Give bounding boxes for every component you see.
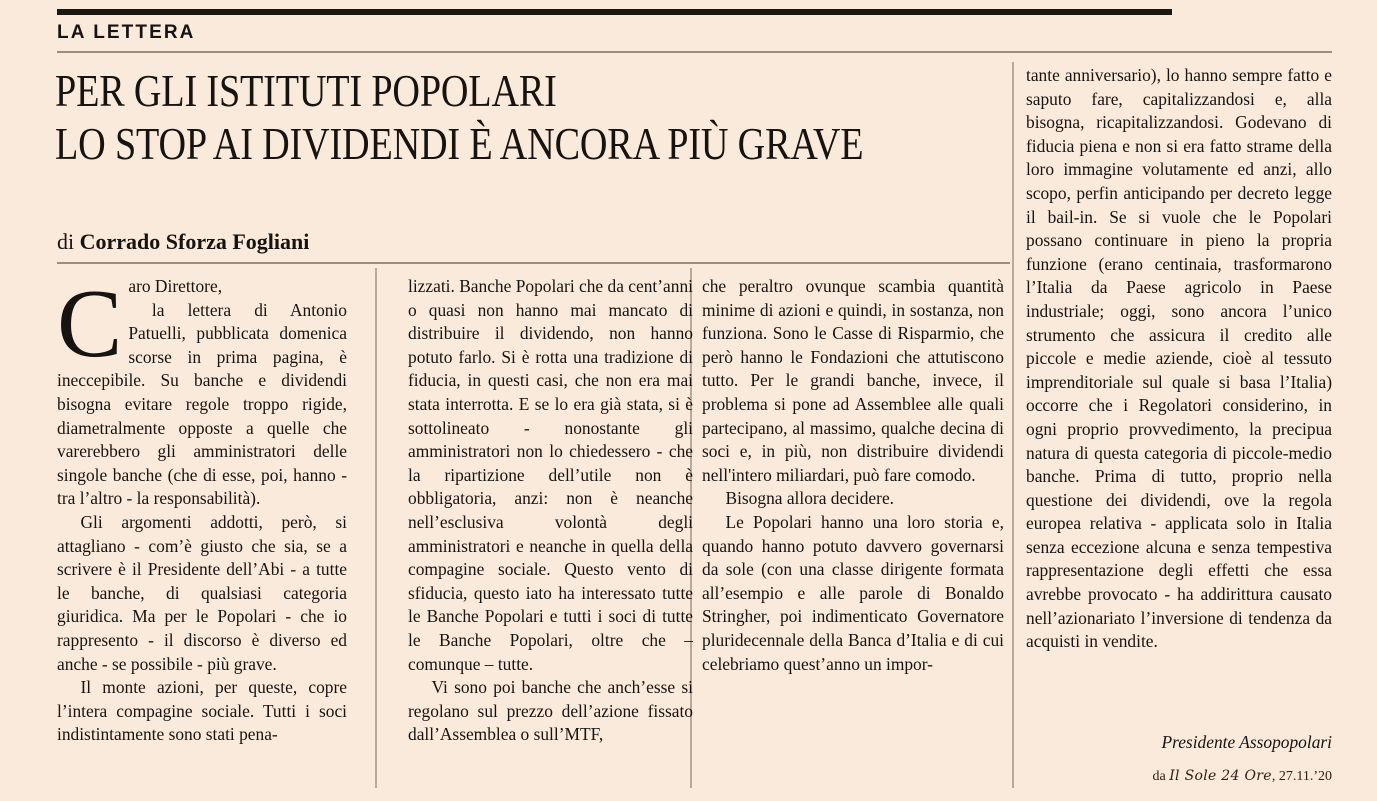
body-column-3	[702, 275, 1004, 676]
byline-author: Corrado Sforza Fogliani	[79, 229, 310, 254]
page-title	[55, 64, 1015, 170]
paragraph: lizzati. Banche Popolari che da cent’anni o quasi non hanno mai mancato di distribuire il dividendo, non hanno potuto farlo. Si è rotta una tradizione di fiducia, in questi casi, che non era mai stata interrotta. E se lo era già stata, si è sottolineato - nonostante gli amministratori non lo chiedessero - che la ripartizione dell’utile non è obbligatoria, anzi: non è neanche nell’esclusiva volontà degli amministratori e neanche in quella della compagine sociale. Questo vento di sfiducia, questo iato ha interessato tutte le Banche Popolari e tutti i soci di tutte le Banche Popolari, oltre che – comunque – tutte.	[408, 276, 693, 674]
kicker-divider-rule	[57, 51, 1332, 53]
body-column-1	[57, 270, 347, 747]
headline-line-2: LO STOP AI DIVIDENDI È ANCORA PIÙ GRAVE	[55, 118, 864, 169]
column-divider-1	[375, 268, 377, 788]
byline-divider-rule	[57, 262, 1010, 264]
section-kicker: LA LETTERA	[57, 22, 196, 43]
paragraph	[57, 270, 347, 378]
paragraph: la lettera di Antonio Patuelli, pubblicata domenica scorse in prima pagina, è ineccepibile. Su banche e dividendi bisogna evitare regole troppo rigide, diametralmente opposte a quelle che varerebbero gli amministratori delle singole banche (che di esse, poi, hanno - tra l’altro - la responsabilità).	[57, 299, 347, 509]
paragraph: Bisogna allora decidere.	[725, 488, 895, 509]
body-column-2	[408, 275, 693, 747]
source-publication: Il Sole 24 Ore	[1169, 768, 1272, 784]
paragraph: Vi sono poi banche che anch’esse si regolano sul prezzo dell’azione fissato dall’Assemblea o sull’MTF,	[408, 677, 693, 745]
byline-prefix: di	[57, 229, 80, 254]
body-column-4	[1026, 64, 1332, 654]
signoff-role: Presidente Assopopolari	[1161, 732, 1332, 752]
column-divider-3	[1012, 62, 1014, 788]
paragraph: tante anniversario), lo hanno sempre fatto e saputo fare, capitalizzandosi e, alla bisogna, ricapitalizzandosi. Godevano di fiducia piena e non si era fatto strame della loro immagine volutamente ed anzi, allo scopo, perfin anticipando per decreto legge il bail-in. Se si vuole che le Popolari possano continuare in pieno la propria funzione (erano centinaia, trasformarono l’Italia da Paese agricolo in Paese industriale; oggi, sono ancora l’unico strumento che assicura il credito alle piccole e medie aziende, cioè al tessuto imprenditoriale sul quale si basa l’Italia) occorre che i Regolatori considerino, in ogni proprio provvedimento, la precipua natura di questa categoria di piccole-medio banche. Prima di tutto, proprio nella questione dei dividendi, ove la regola europea relativa - applicata solo in Italia senza eccezione alcuna e senza tempestiva rappresentazione degli effetti che essa avrebbe provocato - ha addirittura causato nell’azionariato l’inversione di tendenza da acquisti in vendite.	[1026, 65, 1332, 652]
source-date: , 27.11.’20	[1271, 769, 1332, 784]
source-prefix: da	[1152, 769, 1170, 784]
source-attribution	[1026, 766, 1332, 787]
paragraph: Gli argomenti addotti, però, si attagliano - com’è giusto che sia, se a scrivere è il Presidente dell’Abi - a tutte le banche, di qualsiasi categoria giuridica. Ma per le Popolari - che io rappresento - il discorso è diverso ed anche - se possibile - più grave.	[57, 511, 347, 674]
byline	[57, 228, 309, 256]
top-divider-rule	[57, 9, 1172, 15]
paragraph: Il monte azioni, per queste, copre l’intera compagine sociale. Tutti i soci indistintamente sono stati pena-	[57, 677, 347, 745]
headline-line-1: PER GLI ISTITUTI POPOLARI	[55, 65, 557, 116]
drop-cap: C	[57, 270, 123, 378]
paragraph: che peraltro ovunque scambia quantità minime di azioni e quindi, in sostanza, non funziona. Sono le Casse di Risparmio, che però hanno le Fondazioni che attutiscono tutto. Per le grandi banche, invece, il problema si pone ad Assemblee alle quali partecipano, al massimo, qualche decina di soci e, in più, non distribuire dividendi nell'intero miliardari, può fare comodo.	[702, 276, 1004, 485]
paragraph: Le Popolari hanno una loro storia e, quando hanno potuto davvero governarsi da sole (con una classe dirigente formata all’esempio e alle parole di Bonaldo Stringher, poi indimenticato Governatore pluridecennale della Banca d’Italia e di cui celebriamo quest’anno un impor-	[702, 511, 1004, 674]
paragraph-text: aro Direttore,	[128, 276, 223, 296]
